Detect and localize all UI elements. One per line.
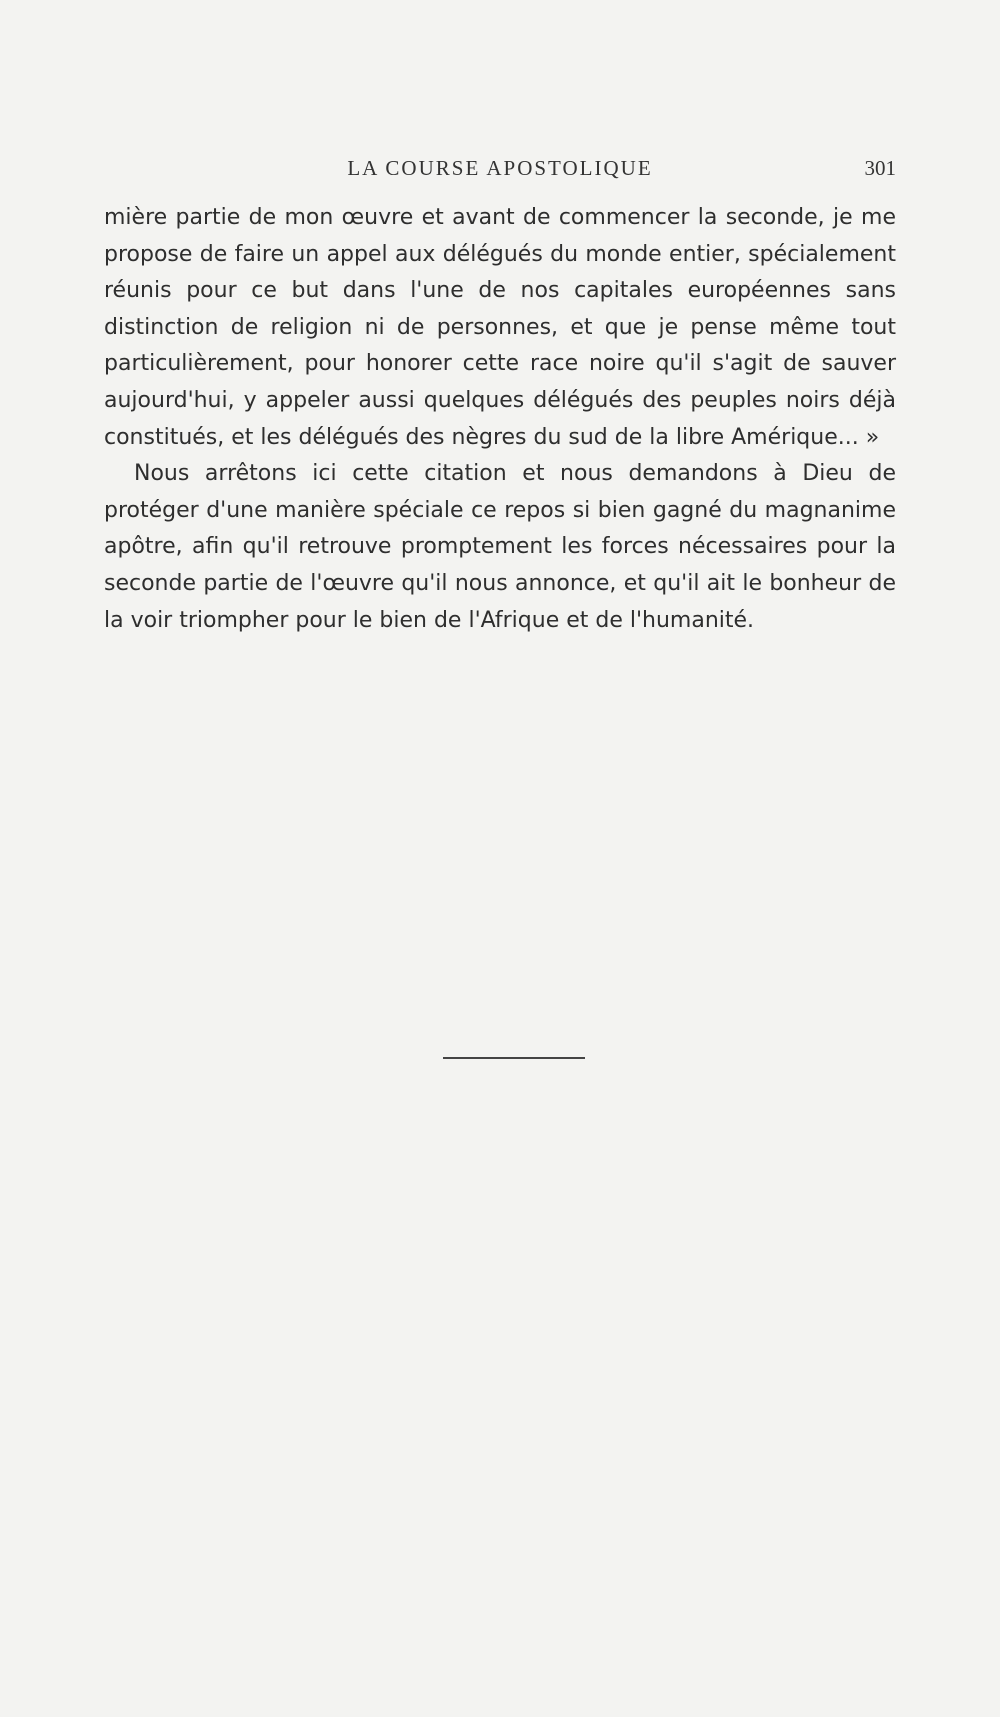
body-text bbox=[104, 200, 896, 639]
running-head bbox=[104, 156, 896, 186]
running-title: LA COURSE APOSTOLIQUE bbox=[347, 156, 653, 180]
paragraph-continuation: mière partie de mon œuvre et avant de commencer la seconde, je me propose de faire un appel aux délégués du monde entier, spécialement réunis pour ce but dans l'une de nos capitales européennes sans distinction de religion ni de personnes, et que je pense même tout particulièrement, pour honorer cette race noire qu'il s'agit de sauver aujourd'hui, y appeler aussi quelques délégués des peuples noirs déjà constitués, et les délégués des nègres du sud de la libre Amérique... » bbox=[104, 205, 896, 450]
section-end-rule bbox=[443, 1057, 585, 1059]
paragraph-conclusion: Nous arrêtons ici cette citation et nous demandons à Dieu de protéger d'une manière spéciale ce repos si bien gagné du magnanime apôtre, afin qu'il retrouve promptement les forces nécessaires pour la seconde partie de l'œuvre qu'il nous annonce, et qu'il ait le bonheur de la voir triompher pour le bien de l'Afrique et de l'humanité. bbox=[104, 461, 896, 633]
page-number: 301 bbox=[864, 156, 896, 180]
